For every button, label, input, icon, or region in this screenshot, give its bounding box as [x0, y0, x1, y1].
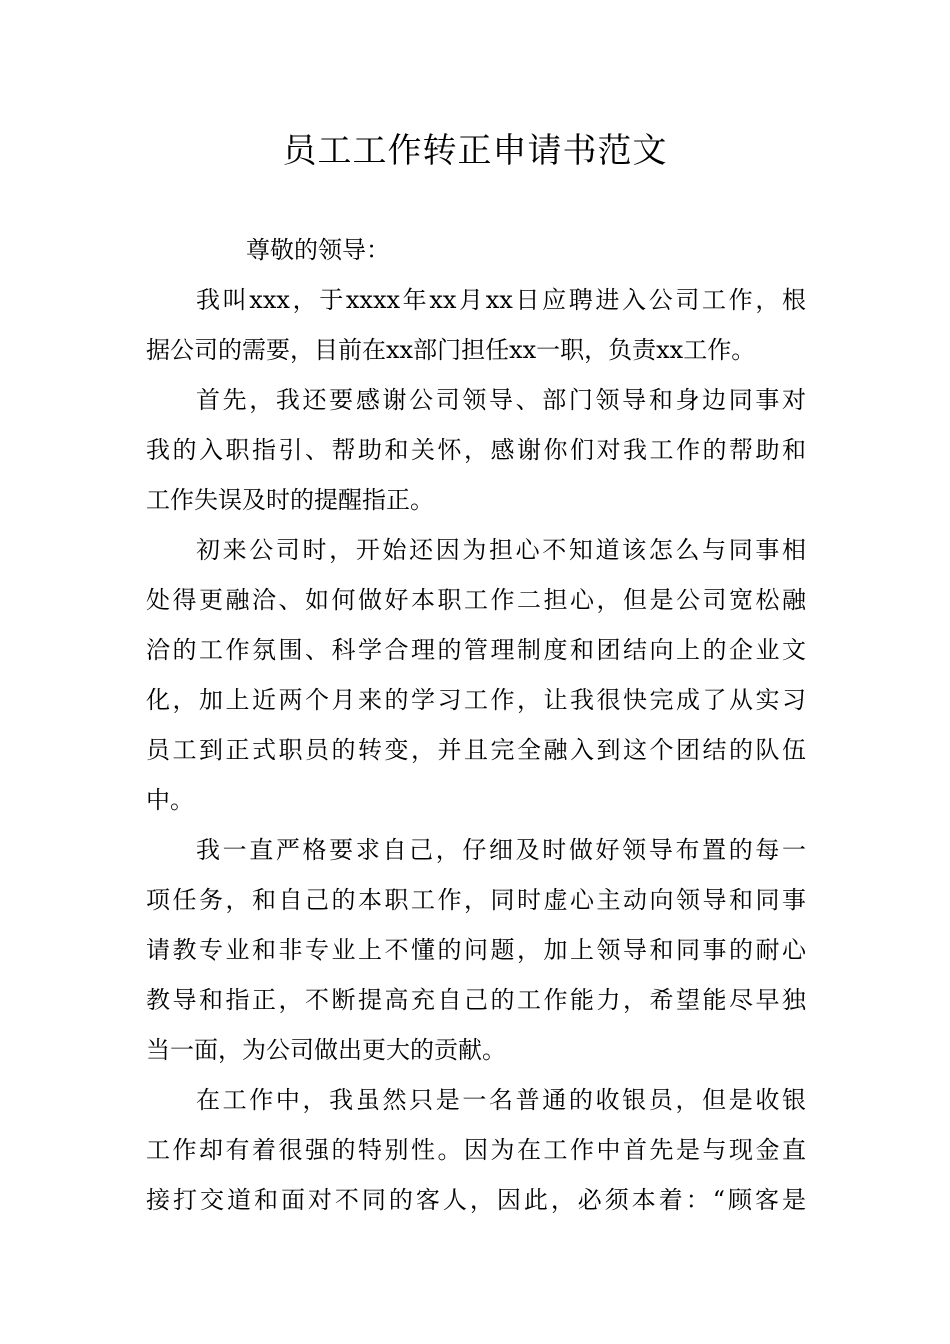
paragraph-line: 首先，我还要感谢公司领导、部门领导和身边同事对	[196, 386, 806, 414]
salutation: 尊敬的领导：	[246, 236, 390, 264]
paragraph-line: 化，加上近两个月来的学习工作，让我很快完成了从实习	[146, 686, 806, 714]
paragraph-line: 初来公司时，开始还因为担心不知道该怎么与同事相	[196, 536, 806, 564]
paragraph-line: 我叫xxx，于xxxx年xx月xx日应聘进入公司工作，根	[196, 286, 806, 314]
paragraph-line: 处得更融洽、如何做好本职工作二担心，但是公司宽松融	[146, 586, 806, 614]
paragraph-line: 请教专业和非专业上不懂的问题，加上领导和同事的耐心	[146, 936, 806, 964]
paragraph-line: 据公司的需要，目前在xx部门担任xx一职，负责xx工作。	[146, 336, 756, 364]
paragraph-line: 接打交道和面对不同的客人，因此，必须本着：“顾客是	[146, 1186, 806, 1214]
paragraph-line: 我的入职指引、帮助和关怀，感谢你们对我工作的帮助和	[146, 436, 806, 464]
paragraph-line: 工作失误及时的提醒指正。	[146, 486, 434, 514]
paragraph-line: 我一直严格要求自己，仔细及时做好领导布置的每一	[196, 836, 806, 864]
paragraph-line: 中。	[146, 786, 194, 814]
paragraph-line: 洽的工作氛围、科学合理的管理制度和团结向上的企业文	[146, 636, 806, 664]
paragraph-line: 员工到正式职员的转变，并且完全融入到这个团结的队伍	[146, 736, 806, 764]
paragraph-line: 工作却有着很强的特别性。因为在工作中首先是与现金直	[146, 1136, 806, 1164]
paragraph-line: 教导和指正，不断提高充自己的工作能力，希望能尽早独	[146, 986, 806, 1014]
document-title: 员工工作转正申请书范文	[282, 131, 668, 171]
paragraph-line: 项任务，和自己的本职工作，同时虚心主动向领导和同事	[146, 886, 806, 914]
paragraph-line: 当一面，为公司做出更大的贡献。	[146, 1036, 506, 1064]
paragraph-line: 在工作中，我虽然只是一名普通的收银员，但是收银	[196, 1086, 806, 1114]
